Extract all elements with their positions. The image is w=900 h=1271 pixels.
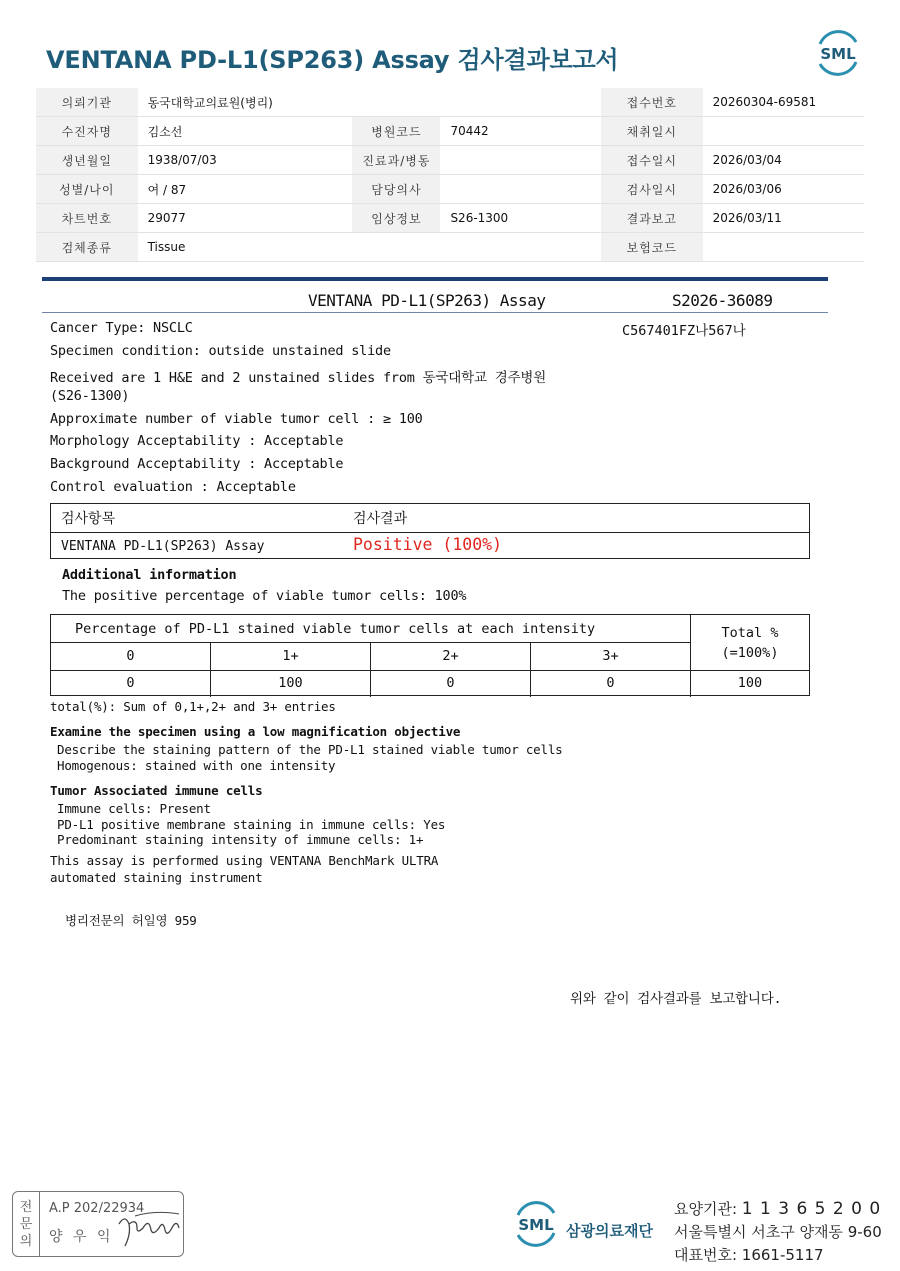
info-value: 2026/03/06 [703, 175, 864, 204]
result-table [50, 503, 810, 559]
page-title: VENTANA PD-L1(SP263) Assay 검사결과보고서 [46, 46, 619, 74]
info-label: 채취일시 [601, 117, 702, 146]
info-label [352, 88, 440, 117]
info-value [440, 88, 601, 117]
info-label: 수진자명 [36, 117, 138, 146]
report-line: Received are 1 H&E and 2 unstained slides from 동국대학교 경주병원 [50, 370, 547, 386]
info-value: 2026/03/11 [703, 204, 864, 233]
info-label: 임상정보 [352, 204, 440, 233]
intensity-3-value: 0 [531, 670, 691, 697]
signature [115, 1206, 183, 1250]
report-number: S2026-36089 [672, 291, 773, 310]
info-value [703, 233, 864, 262]
result-col-item-header: 검사항목 [61, 511, 116, 527]
result-col-result-header: 검사결과 [353, 511, 408, 527]
info-value: S26-1300 [440, 204, 601, 233]
immune-line: Predominant staining intensity of immune cells: 1+ [57, 832, 424, 847]
pathologist-stamp: 전 문 의 A.P 202/22934 양 우 익 [12, 1191, 184, 1257]
phone: 대표번호: 1661-5117 [674, 1246, 824, 1264]
info-label: 성별/나이 [36, 175, 138, 204]
intensity-3-header: 3+ [531, 643, 691, 670]
info-value: 29077 [138, 204, 353, 233]
info-label: 검체종류 [36, 233, 138, 262]
sml-footer-logo [510, 1201, 562, 1247]
info-label: 결과보고 [601, 204, 702, 233]
info-label: 차트번호 [36, 204, 138, 233]
assay-note: automated staining instrument [50, 870, 263, 885]
info-label: 병원코드 [352, 117, 440, 146]
total-header: Total % [721, 625, 779, 641]
info-value [440, 233, 601, 262]
specimen-code: C567401FZ나567나 [622, 323, 746, 339]
immune-line: PD-L1 positive membrane staining in immune cells: Yes [57, 817, 446, 832]
pathologist: 병리전문의 허일영 959 [65, 913, 197, 928]
total-header-sub: (=100%) [721, 645, 779, 661]
stamp-name: 양 우 익 [49, 1229, 114, 1245]
report-line: Cancer Type: NSCLC [50, 320, 193, 336]
total-value: 100 [737, 675, 763, 691]
examine-line: Homogenous: stained with one intensity [57, 758, 336, 773]
result-value: Positive (100%) [353, 535, 503, 554]
report-line: (S26-1300) [50, 388, 130, 404]
info-label: 담당의사 [352, 175, 440, 204]
info-value: 김소선 [138, 117, 353, 146]
patient-info-table [36, 88, 864, 262]
svg-text:SML: SML [518, 1216, 554, 1234]
info-row [36, 117, 864, 146]
info-label: 검사일시 [601, 175, 702, 204]
examine-line: Describe the staining pattern of the PD-L1 stained viable tumor cells [57, 742, 563, 757]
total-note: total(%): Sum of 0,1+,2+ and 3+ entries [50, 699, 336, 714]
section-divider-thin [42, 312, 828, 313]
report-line: Background Acceptability : Acceptable [50, 456, 344, 472]
info-row [36, 88, 864, 117]
info-row [36, 175, 864, 204]
info-value: 1938/07/03 [138, 146, 353, 175]
info-value: 20260304-69581 [703, 88, 864, 117]
intensity-0-header: 0 [51, 643, 211, 670]
sml-logo [812, 30, 864, 76]
examine-title: Examine the specimen using a low magnification objective [50, 724, 461, 739]
assay-title: VENTANA PD-L1(SP263) Assay [308, 291, 546, 310]
additional-text: The positive percentage of viable tumor cells: 100% [62, 588, 467, 604]
info-value: 여 / 87 [138, 175, 353, 204]
info-value [440, 146, 601, 175]
info-label: 접수일시 [601, 146, 702, 175]
report-line: Control evaluation : Acceptable [50, 479, 296, 495]
info-value: 70442 [440, 117, 601, 146]
info-label: 진료과/병동 [352, 146, 440, 175]
svg-text:SML: SML [820, 45, 856, 63]
info-value: Tissue [138, 233, 353, 262]
intensity-0-value: 0 [51, 670, 211, 697]
info-label: 접수번호 [601, 88, 702, 117]
info-label: 의뢰기관 [36, 88, 138, 117]
intensity-1-value: 100 [211, 670, 371, 697]
info-row [36, 204, 864, 233]
info-row [36, 233, 864, 262]
info-row [36, 146, 864, 175]
report-line: Approximate number of viable tumor cell : ≥ 100 [50, 411, 423, 427]
info-value [440, 175, 601, 204]
report-line: Specimen condition: outside unstained slide [50, 343, 391, 359]
info-value: 동국대학교의료원(병리) [138, 88, 353, 117]
report-line: Morphology Acceptability : Acceptable [50, 433, 344, 449]
additional-title: Additional information [62, 567, 237, 583]
intensity-2-header: 2+ [371, 643, 531, 670]
result-item: VENTANA PD-L1(SP263) Assay [61, 539, 265, 554]
address: 서울특별시 서초구 양재동 9-60 [674, 1223, 882, 1241]
organization-name: 삼광의료재단 [566, 1222, 653, 1240]
intensity-2-value: 0 [371, 670, 531, 697]
info-label [352, 233, 440, 262]
closing-statement: 위와 같이 검사결과를 보고합니다. [570, 991, 782, 1007]
immune-title: Tumor Associated immune cells [50, 783, 263, 798]
intensity-table-header: Percentage of PD-L1 stained viable tumor cells at each intensity [75, 621, 596, 637]
intensity-1-header: 1+ [211, 643, 371, 670]
assay-note: This assay is performed using VENTANA BenchMark ULTRA [50, 853, 439, 868]
info-label: 보험코드 [601, 233, 702, 262]
section-divider [42, 277, 828, 281]
care-code: 요양기관: 1 1 3 6 5 2 0 0 [674, 1199, 882, 1219]
info-value: 2026/03/04 [703, 146, 864, 175]
immune-line: Immune cells: Present [57, 801, 211, 816]
intensity-table [50, 614, 810, 696]
info-label: 생년월일 [36, 146, 138, 175]
info-value [703, 117, 864, 146]
stamp-license: A.P 202/22934 [49, 1201, 145, 1216]
